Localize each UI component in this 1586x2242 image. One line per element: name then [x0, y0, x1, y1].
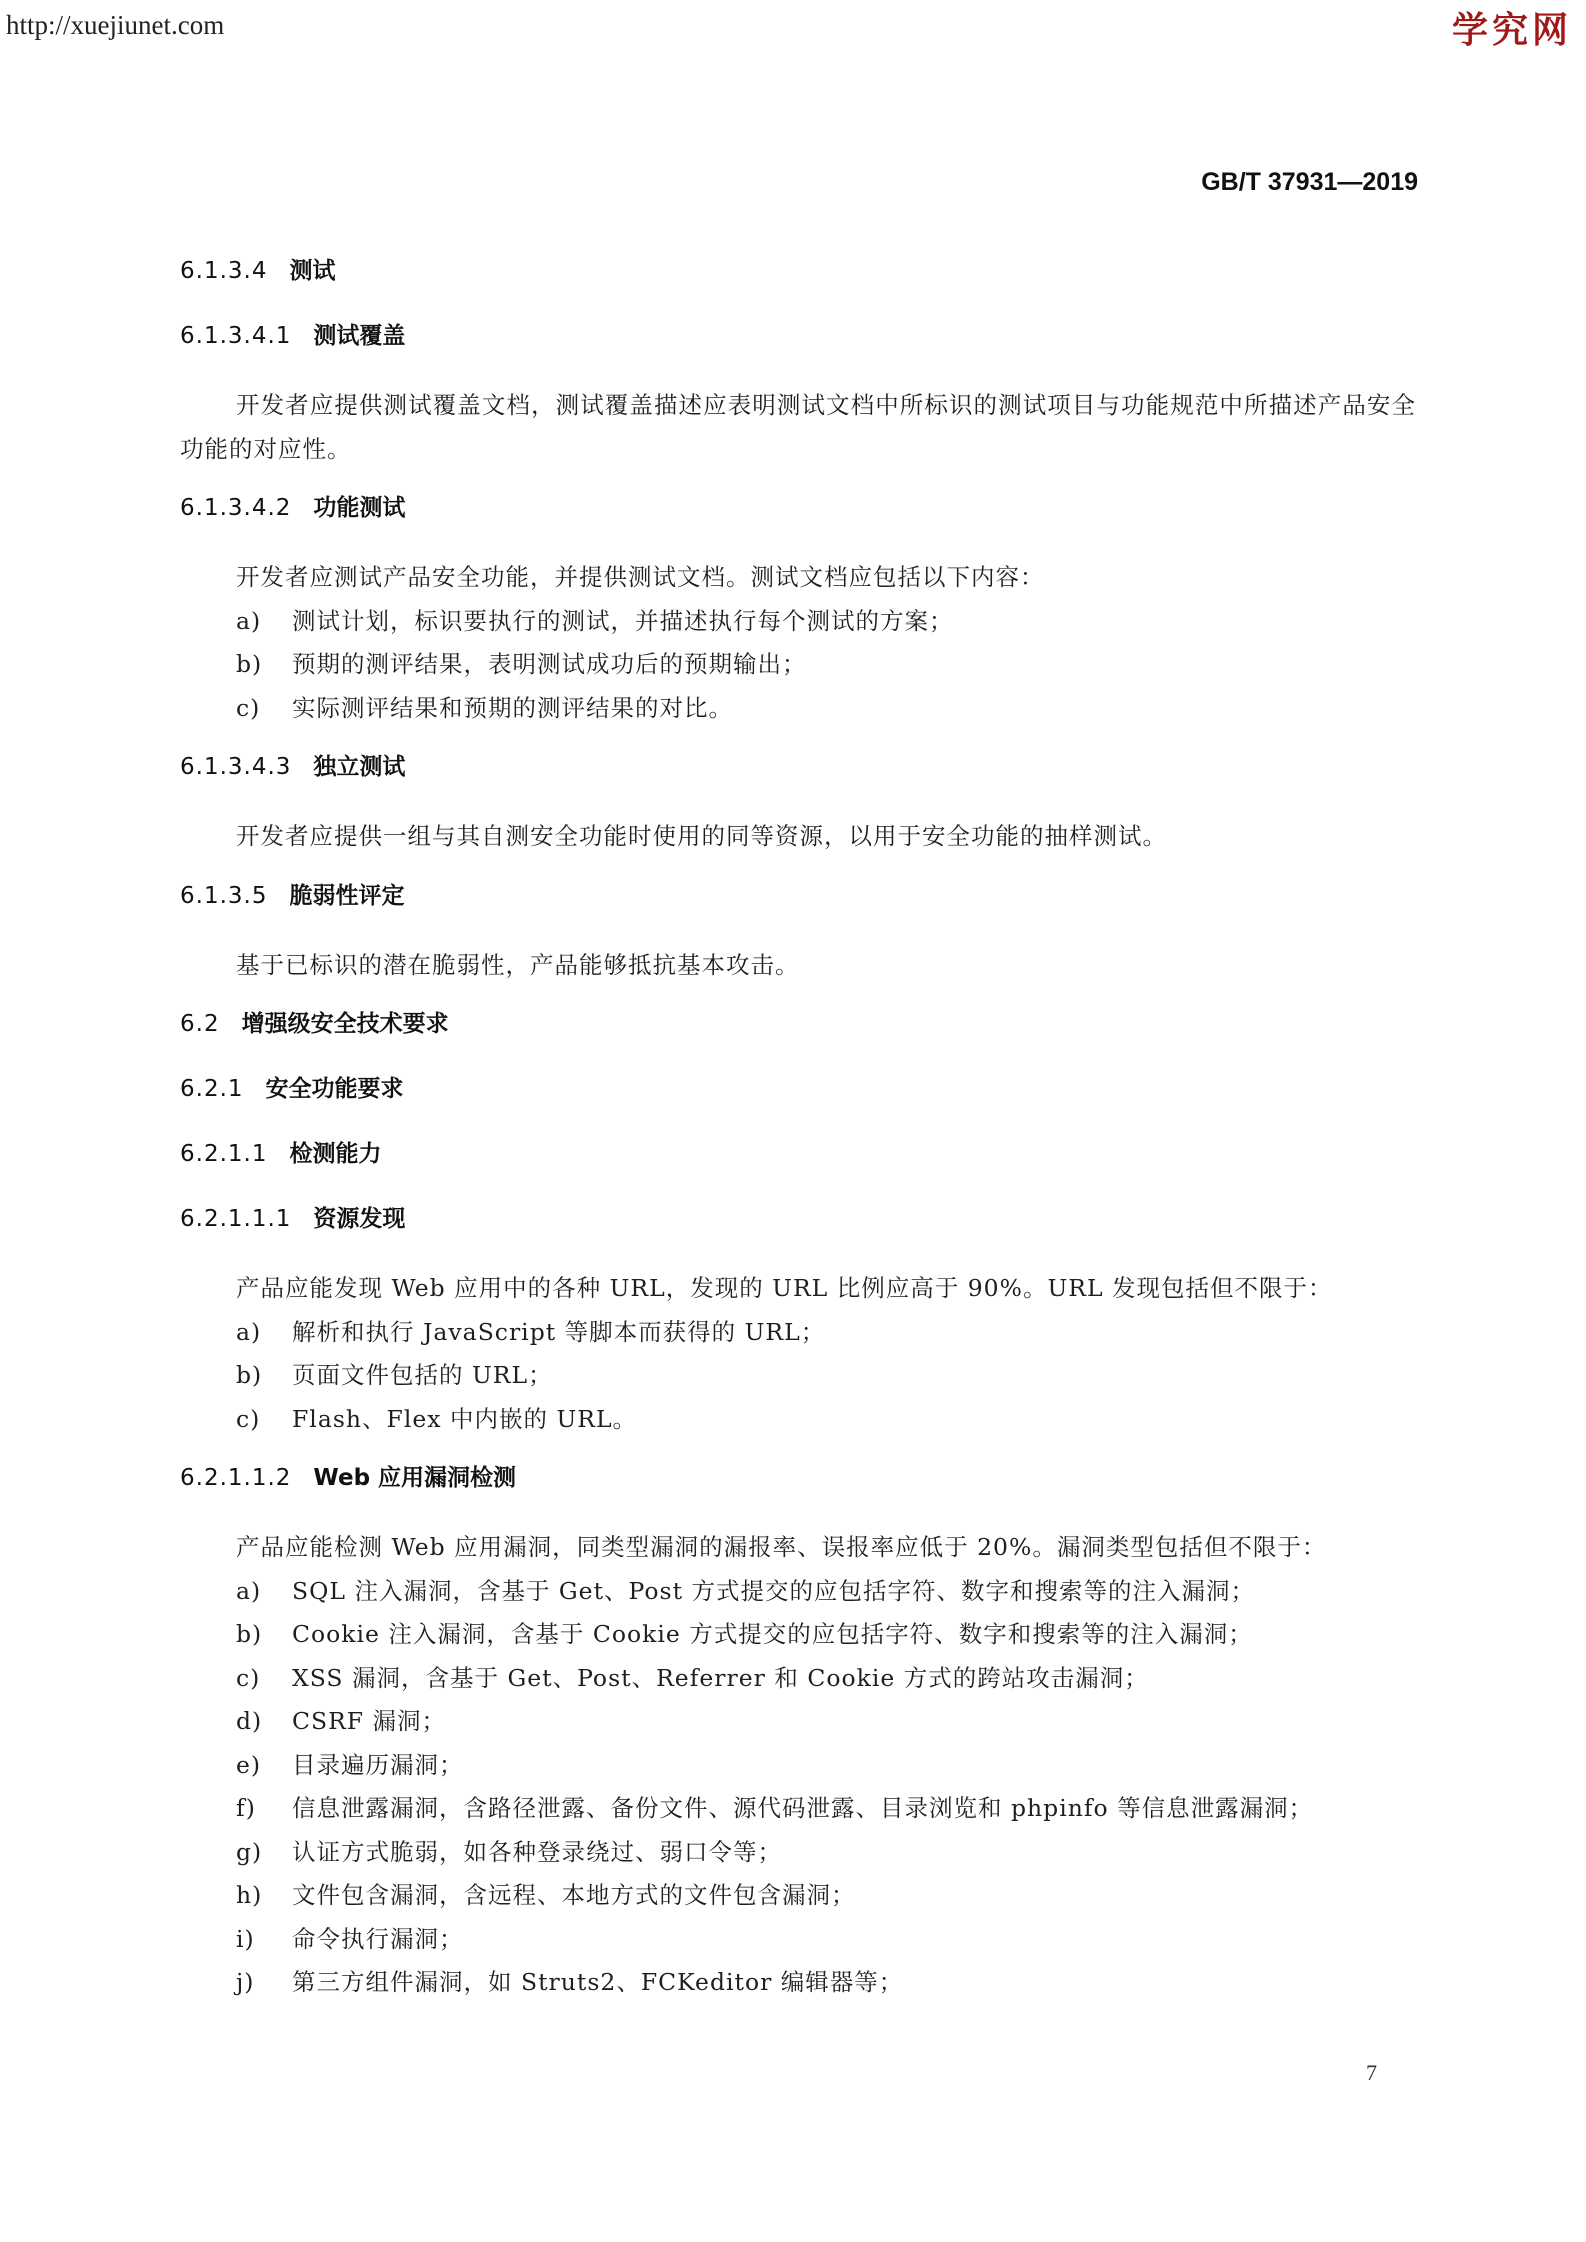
- section-heading: 6.2.1.1 检测能力: [180, 1141, 382, 1167]
- list: [180, 1570, 1416, 2005]
- list-item: i) 命令执行漏洞；: [236, 1924, 464, 1953]
- list-item: c) XSS 漏洞，含基于 Get、Post、Referrer 和 Cookie 方式的跨站攻击漏洞；: [236, 1663, 1149, 1692]
- section-heading: 6.2.1.1.1 资源发现: [180, 1206, 406, 1232]
- list-item: a) 解析和执行 JavaScript 等脚本而获得的 URL；: [236, 1317, 826, 1346]
- section-heading: 6.2.1 安全功能要求: [180, 1076, 404, 1102]
- site-logo: 学究网: [1451, 9, 1572, 51]
- list-item: a) 测试计划，标识要执行的测试，并描述执行每个测试的方案；: [236, 606, 954, 635]
- standard-code: GB/T 37931—2019: [1201, 168, 1418, 196]
- list: [180, 1311, 1416, 1442]
- list-item: c) 实际测评结果和预期的测评结果的对比。: [236, 693, 733, 722]
- section-heading: 6.1.3.4 测试: [180, 258, 336, 284]
- paragraph: 基于已标识的潜在脆弱性，产品能够抵抗基本攻击。: [236, 950, 800, 979]
- list-item: c) Flash、Flex 中内嵌的 URL。: [236, 1404, 638, 1433]
- section-heading: 6.1.3.5 脆弱性评定: [180, 882, 405, 909]
- list-item: b) 预期的测评结果，表明测试成功后的预期输出；: [236, 650, 807, 678]
- paragraph: 产品应能发现 Web 应用中的各种 URL，发现的 URL 比例应高于 90%。URL 发现包括但不限于：: [236, 1274, 1333, 1302]
- list: [180, 600, 1416, 731]
- list-item: b) Cookie 注入漏洞，含基于 Cookie 方式提交的应包括字符、数字和搜索等的注入漏洞；: [236, 1620, 1253, 1648]
- document-body: [180, 254, 1416, 2025]
- paragraph: 开发者应提供一组与其自测安全功能时使用的同等资源，以用于安全功能的抽样测试。: [236, 822, 1167, 850]
- list-item: b) 页面文件包括的 URL；: [236, 1361, 553, 1389]
- list-item: f) 信息泄露漏洞，含路径泄露、备份文件、源代码泄露、目录浏览和 phpinfo 等信息泄露漏洞；: [236, 1794, 1314, 1822]
- paragraph: 开发者应提供测试覆盖文档，测试覆盖描述应表明测试文档中所标识的测试项目与功能规范中所描述产品安全功能的对应性。: [180, 391, 1416, 463]
- list-item: a) SQL 注入漏洞，含基于 Get、Post 方式提交的应包括字符、数字和搜索等的注入漏洞；: [236, 1576, 1256, 1605]
- section-heading: 6.1.3.4.1 测试覆盖: [180, 323, 406, 349]
- page-number: 7: [1366, 2060, 1377, 2085]
- paragraph: 产品应能检测 Web 应用漏洞，同类型漏洞的漏报率、误报率应低于 20%。漏洞类型包括但不限于：: [236, 1533, 1327, 1561]
- list-item: j) 第三方组件漏洞，如 Struts2、FCKeditor 编辑器等；: [236, 1968, 904, 1996]
- list-item: h) 文件包含漏洞，含远程、本地方式的文件包含漏洞；: [236, 1881, 856, 1909]
- list-item: g) 认证方式脆弱，如各种登录绕过、弱口令等；: [236, 1837, 782, 1866]
- section-heading: 6.1.3.4.3 独立测试: [180, 754, 406, 780]
- section-heading: 6.1.3.4.2 功能测试: [180, 495, 406, 521]
- site-url[interactable]: http://xuejiunet.com: [6, 10, 225, 40]
- section-heading: 6.2 增强级安全技术要求: [180, 1011, 449, 1037]
- paragraph: 开发者应测试产品安全功能，并提供测试文档。测试文档应包括以下内容：: [236, 563, 1045, 591]
- section-heading: 6.2.1.1.2 Web 应用漏洞检测: [180, 1465, 517, 1491]
- list-item: e) 目录遍历漏洞；: [236, 1750, 464, 1779]
- list-item: d) CSRF 漏洞；: [236, 1707, 447, 1735]
